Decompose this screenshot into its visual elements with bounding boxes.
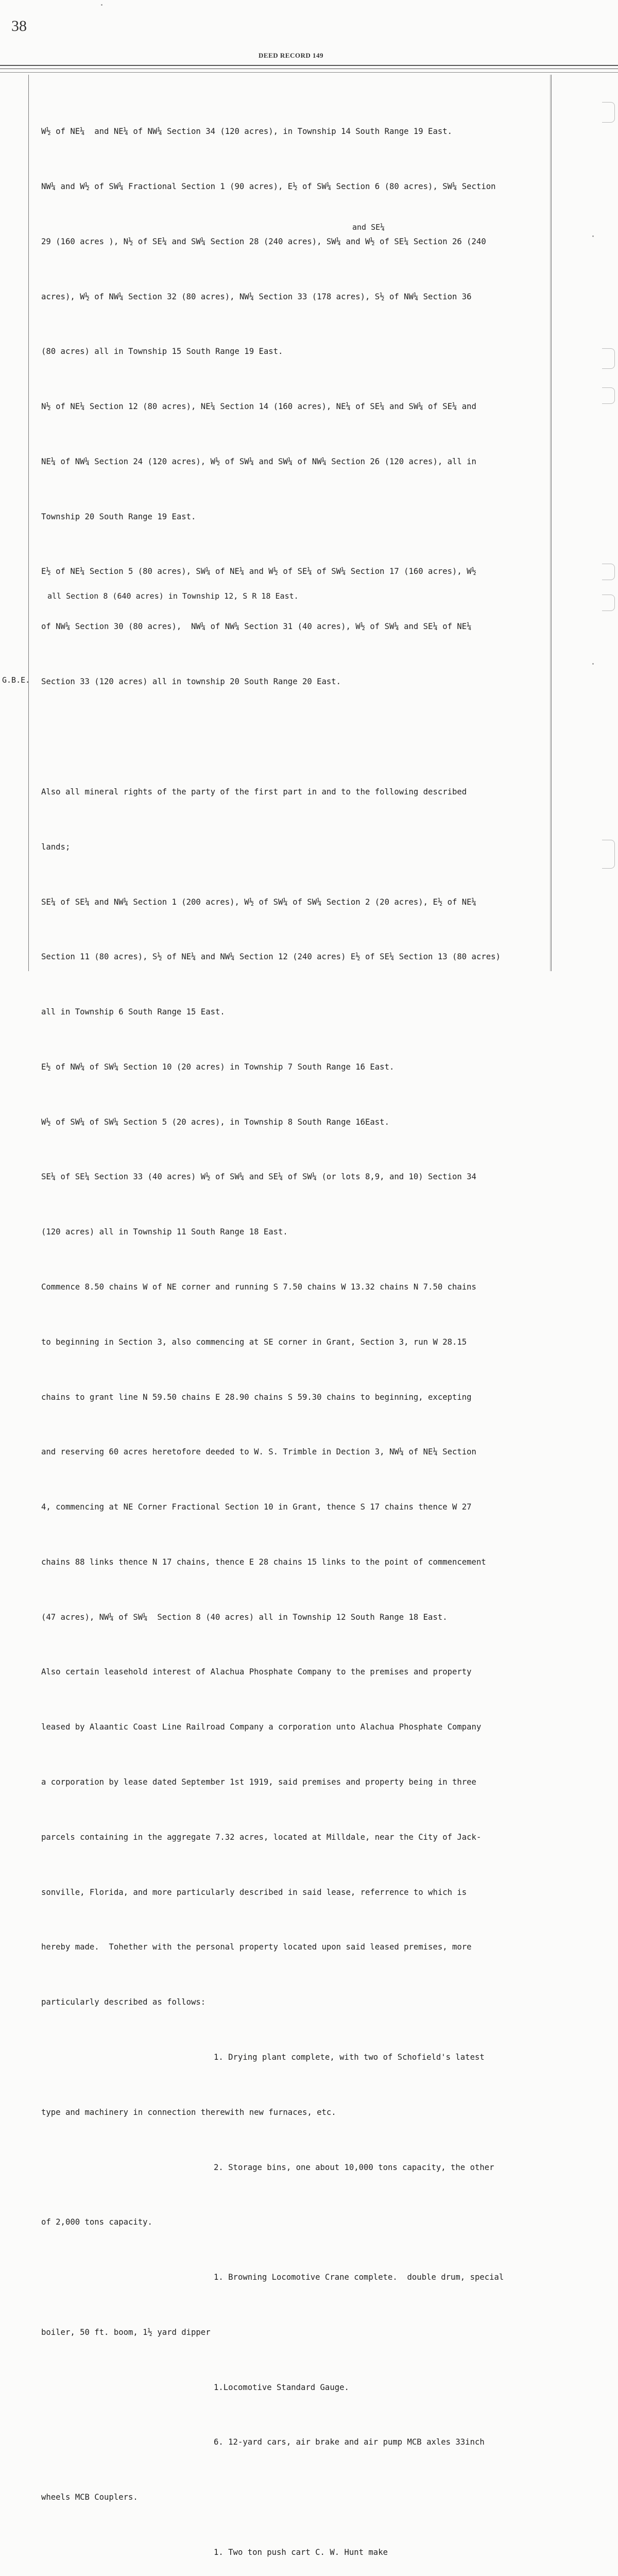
text-line: acres), W½ of NW¼ Section 32 (80 acres), NW¼ Section 33 (178 acres), S½ of NW¼ Section 36 [41,292,472,301]
text-line: NW¼ and W½ of SW¼ Fractional Section 1 (90 acres), E½ of SW¼ Section 6 (80 acres), SW¼ Section [41,181,496,191]
text-line: a corporation by lease dated September 1st 1919, said premises and property being in three [41,1777,476,1787]
text-line: Also certain leasehold interest of Alachua Phosphate Company to the premises and property [41,1667,472,1677]
text-line: leased by Alaantic Coast Line Railroad Company a corporation unto Alachua Phosphate Company [41,1722,482,1732]
text-line: (80 acres) all in Township 15 South Range 19 East. [41,347,283,357]
binding-clip [602,348,615,369]
text-line: NE¼ of NW¼ Section 24 (120 acres), W½ of SW¼ and SW¼ of NW¼ Section 26 (120 acres), all in [41,456,476,466]
text-line: SE¼ of SE¼ and NW¼ Section 1 (200 acres), W½ of SW¼ of SW¼ Section 2 (20 acres), E½ of NE¼ [41,897,476,907]
text-line: SE¼ of SE¼ Section 33 (40 acres) W½ of SW¼ and SE¼ of SW¼ (or lots 8,9, and 10) Section 34 [41,1172,476,1182]
interlinear-insertion: all Section 8 (640 acres) in Township 12, S R 18 East. [47,591,299,601]
text-line: Section 33 (120 acres) all in township 20 South Range 20 East. [41,677,341,686]
text-line: Section 11 (80 acres), S½ of NE¼ and NW¼ Section 12 (240 acres) E½ of SE¼ Section 13 (80 acres) [41,952,501,962]
text-line: and reserving 60 acres heretofore deeded to W. S. Trimble in Dection 3, NW¼ of NE¼ Section [41,1447,476,1457]
left-margin-line [28,75,29,971]
text-line: lands; [41,842,71,852]
text-line: particularly described as follows: [41,1997,206,2007]
inventory-item: 1. Browning Locomotive Crane complete. double drum, special [214,2273,504,2282]
inventory-item: 1. Two ton push cart C. W. Hunt make [214,2547,388,2557]
text-line: Also all mineral rights of the party of the first part in and to the following described [41,787,467,796]
text-line: to beginning in Section 3, also commencing at SE corner in Grant, Section 3, run W 28.15 [41,1337,467,1347]
text-line: (47 acres), NW¼ of SW¼ Section 8 (40 acres) all in Township 12 South Range 18 East. [41,1612,448,1622]
binding-clip [602,595,615,611]
inventory-item: 1.Locomotive Standard Gauge. [214,2382,349,2392]
text-line: E½ of NW¼ of SW¼ Section 10 (20 acres) in Township 7 South Range 16 East. [41,1062,394,1072]
text-line: W½ of SW¼ of SW¼ Section 5 (20 acres), in Township 8 South Range 16East. [41,1117,389,1127]
deed-body [41,86,556,2576]
text-line: chains to grant line N 59.50 chains E 28.90 chains S 59.30 chains to beginning, excepting [41,1392,472,1402]
text-line: 29 (160 acres ), N½ of SE¼ and SW¼ Section 28 (240 acres), SW¼ and W½ of SE¼ Section 26 (240 [41,236,486,246]
paragraph-gap [41,728,556,747]
text-line: Township 20 South Range 19 East. [41,512,196,521]
paper-speck [101,4,102,6]
text-line: wheels MCB Couplers. [41,2493,138,2502]
inventory-item: 1. Drying plant complete, with two of Schofield's latest [214,2052,485,2062]
header-rule [0,72,618,73]
paper-speck [592,235,594,237]
binding-clip [602,564,615,580]
text-line: boiler, 50 ft. boom, 1½ yard dipper [41,2327,211,2337]
text-line: of 2,000 tons capacity. [41,2217,152,2227]
paper-speck [592,663,594,665]
binding-clip [602,840,615,869]
binding-clip [602,102,615,123]
text-line: hereby made. Tohether with the personal property located upon said leased premises, more [41,1942,472,1952]
text-line: type and machinery in connection therewith new furnaces, etc. [41,2107,336,2117]
text-line: Commence 8.50 chains W of NE corner and running S 7.50 chains W 13.32 chains N 7.50 chains [41,1282,476,1292]
page-number: 38 [11,18,27,35]
margin-initials: G.B.E. [2,675,30,685]
text-line: of NW¼ Section 30 (80 acres), NW¼ of NW¼ Section 31 (40 acres), W½ of SW¼ and SE¼ of NE¼ [41,622,472,632]
binding-clip [602,387,615,404]
header-title: DEED RECORD 149 [259,52,323,59]
header-rule [0,65,618,66]
text-line: chains 88 links thence N 17 chains, thence E 28 chains 15 links to the point of commencement [41,1557,486,1567]
inventory-item: 6. 12-yard cars, air brake and air pump MCB axles 33inch [214,2437,485,2447]
interlinear-insertion: and SE¼ [352,223,385,232]
text-line: N½ of NE¼ Section 12 (80 acres), NE¼ Section 14 (160 acres), NE¼ of SE¼ and SW¼ of SE¼ and [41,402,476,412]
text-line: 4, commencing at NE Corner Fractional Section 10 in Grant, thence S 17 chains thence W 27 [41,1502,472,1512]
inventory-item: 2. Storage bins, one about 10,000 tons capacity, the other [214,2162,494,2172]
text-line: sonville, Florida, and more particularly described in said lease, referrence to which is [41,1887,467,1897]
text-line: (120 acres) all in Township 11 South Range 18 East. [41,1227,288,1237]
text-line: E½ of NE¼ Section 5 (80 acres), SW¼ of NE¼ and W½ of SE¼ of SW¼ Section 17 (160 acres), W½ [41,567,476,577]
text-line: all in Township 6 South Range 15 East. [41,1007,225,1017]
text-line: W½ of NE¼ and NE¼ of NW¼ Section 34 (120 acres), in Township 14 South Range 19 East. [41,127,452,137]
text-line: parcels containing in the aggregate 7.32 acres, located at Milldale, near the City of Jack- [41,1832,482,1842]
